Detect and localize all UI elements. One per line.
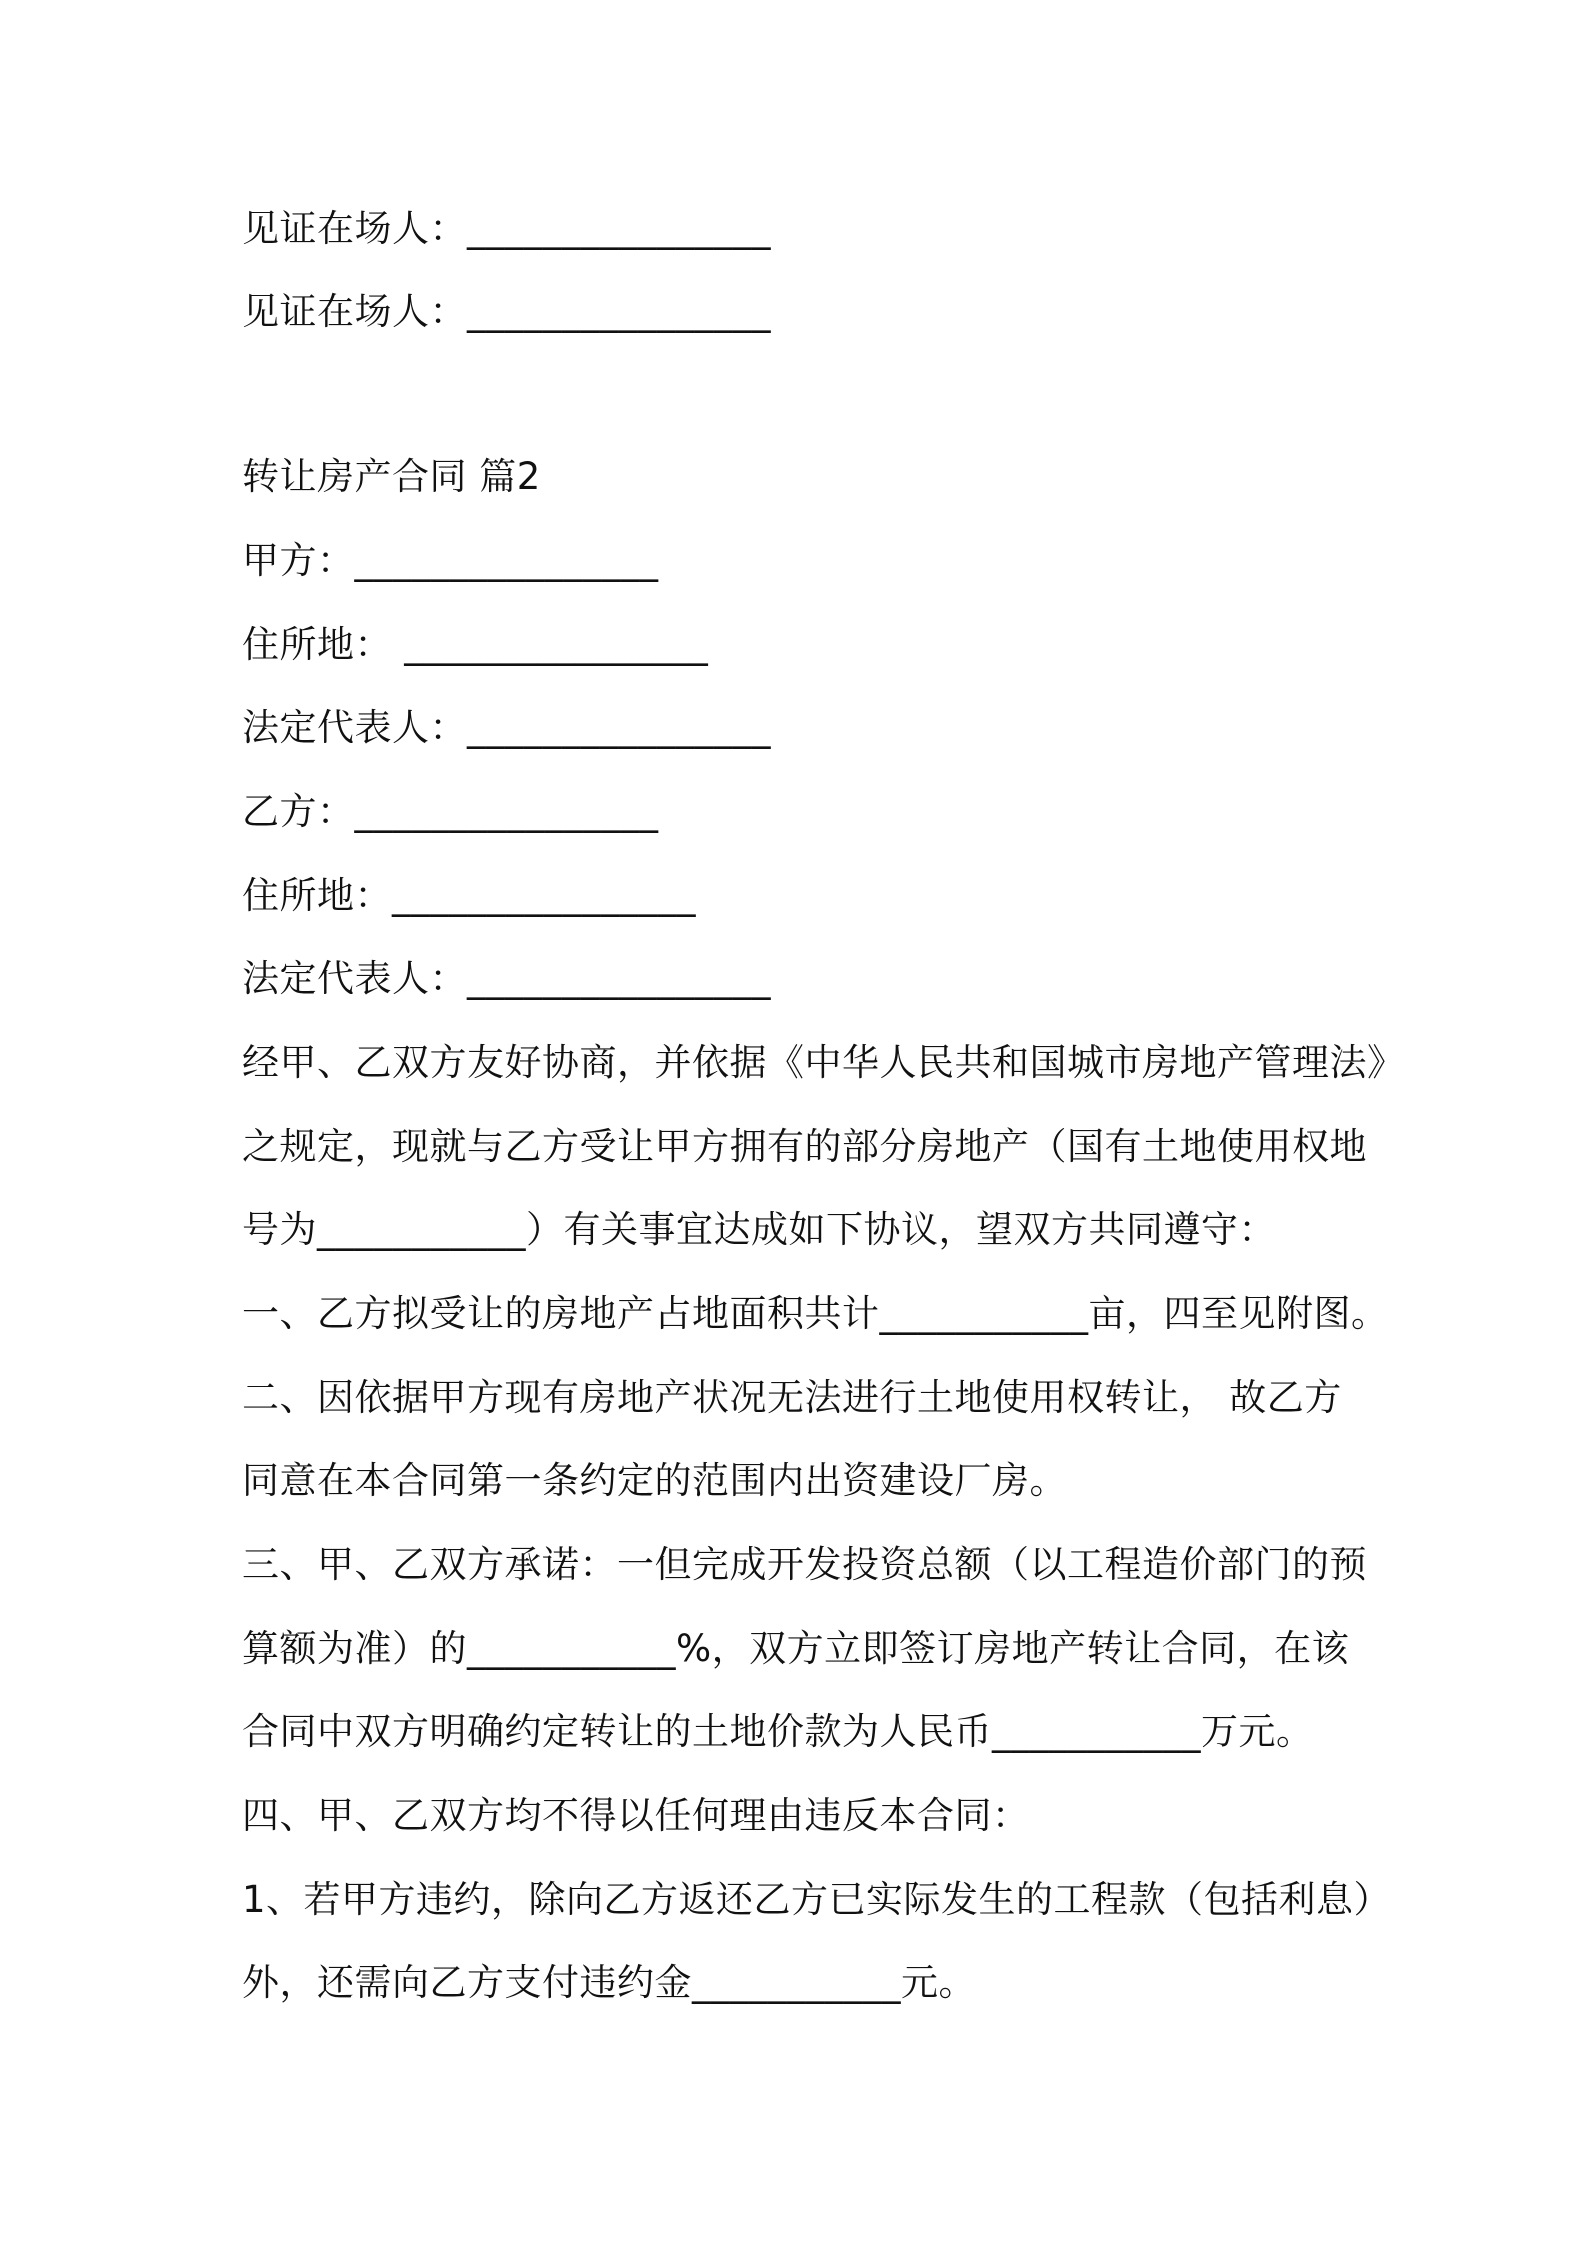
party-b-line: 乙方：________________: [242, 790, 659, 833]
preamble-line-3: 号为___________）有关事宜达成如下协议，望双方共同遵守：: [242, 1208, 1276, 1251]
party-a-representative: 法定代表人：________________: [242, 706, 771, 749]
clause-3-line-3: 合同中双方明确约定转让的土地价款为人民币___________万元。: [242, 1710, 1314, 1753]
clause-2-line-1: 二、因依据甲方现有房地产状况无法进行土地使用权转让， 故乙方: [242, 1376, 1342, 1419]
party-b-address-line: 住所地：________________: [242, 874, 696, 917]
preamble-line-1: 经甲、乙双方友好协商，并依据《中华人民共和国城市房地产管理法》: [242, 1041, 1405, 1084]
clause-3-line-2: 算额为准）的___________%，双方立即签订房地产转让合同，在该: [242, 1627, 1350, 1670]
section-title: 转让房产合同 篇2: [242, 455, 541, 498]
clause-2-line-2: 同意在本合同第一条约定的范围内出资建设厂房。: [242, 1459, 1067, 1502]
witness-line-2: 见证在场人：________________: [242, 290, 771, 333]
party-b-representative: 法定代表人：________________: [242, 957, 771, 1000]
clause-4-1-line-2: 外，还需向乙方支付违约金___________元。: [242, 1961, 976, 2004]
clause-4-1-line-1: 1、若甲方违约，除向乙方返还乙方已实际发生的工程款（包括利息）: [242, 1878, 1392, 1921]
preamble-line-2: 之规定，现就与乙方受让甲方拥有的部分房地产（国有土地使用权地: [242, 1125, 1367, 1168]
clause-3-line-1: 三、甲、乙双方承诺：一但完成开发投资总额（以工程造价部门的预: [242, 1543, 1367, 1586]
party-a-address-line: 住所地： ________________: [242, 623, 709, 666]
clause-1: 一、乙方拟受让的房地产占地面积共计___________亩，四至见附图。: [242, 1292, 1389, 1335]
witness-line-1: 见证在场人：________________: [242, 207, 771, 250]
clause-4: 四、甲、乙双方均不得以任何理由违反本合同：: [242, 1794, 1030, 1837]
party-a-line: 甲方：________________: [242, 539, 659, 582]
